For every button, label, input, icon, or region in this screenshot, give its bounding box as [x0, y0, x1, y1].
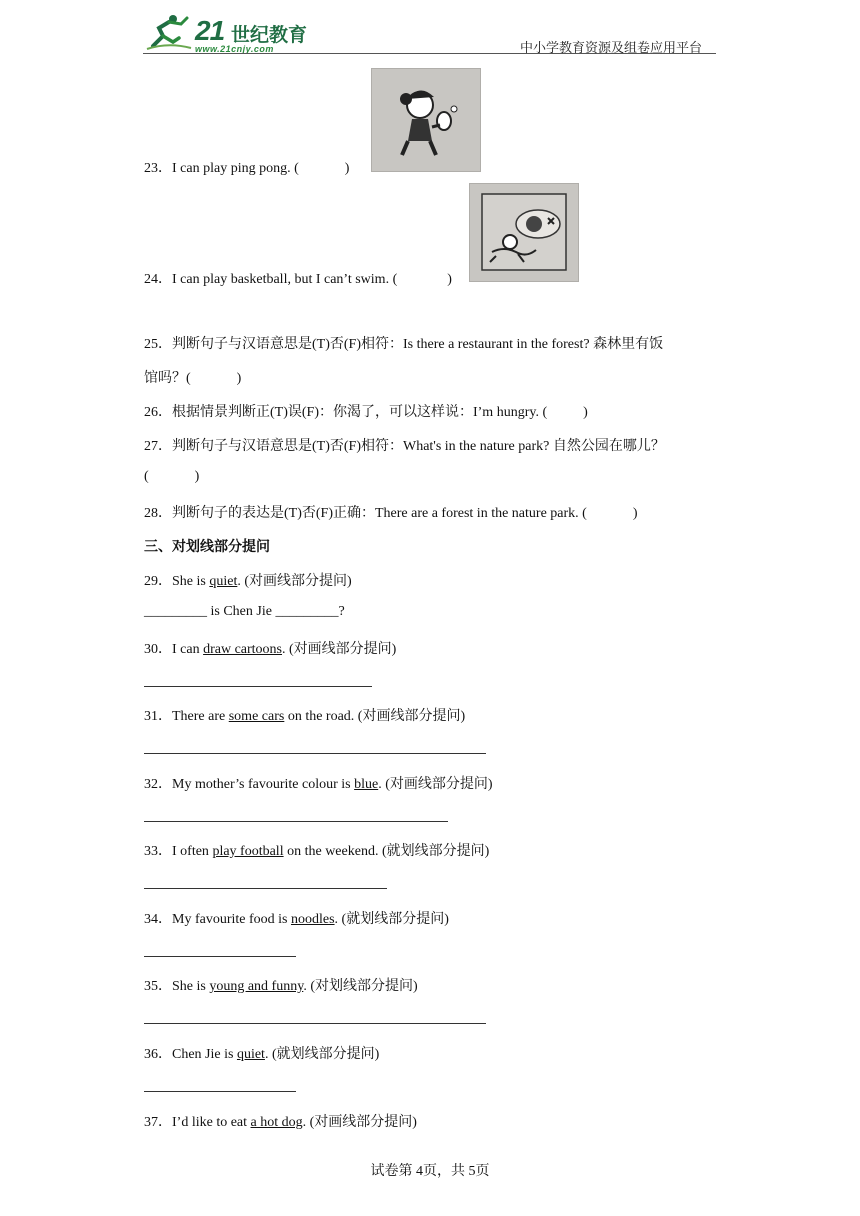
question-33: 33．I often play football on the weekend. (就划线部分提问) [144, 844, 490, 859]
logo-url: www.21cnjy.com [195, 44, 274, 54]
underlined-phrase: young and funny [209, 979, 304, 994]
question-25: 25．判断句子与汉语意思是(T)否(F)相符：Is there a restaurant in the forest? 森林里有饭 [144, 337, 664, 352]
question-25-cont: 馆吗？( ) [144, 371, 242, 386]
question-31: 31．There are some cars on the road. (对画线部分提问) [144, 709, 466, 724]
underlined-phrase: play football [212, 844, 284, 859]
answer-line[interactable] [144, 753, 486, 754]
question-34: 34．My favourite food is noodles. (就划线部分提问) [144, 912, 449, 927]
section-3-title: 三、对划线部分提问 [144, 540, 270, 555]
ping-pong-illustration [372, 69, 480, 171]
answer-blank[interactable]: _________ [144, 604, 207, 619]
answer-line[interactable] [144, 888, 387, 889]
header-divider [143, 53, 716, 54]
basketball-swim-picture [469, 183, 579, 282]
question-27: 27．判断句子与汉语意思是(T)否(F)相符：What's in the nature park? 自然公园在哪儿？ [144, 439, 665, 454]
logo [143, 12, 313, 54]
underlined-phrase: noodles [290, 912, 335, 927]
logo-number: 21 [195, 15, 225, 46]
question-37: 37．I’d like to eat a hot dog. (对画线部分提问) [144, 1115, 417, 1130]
question-23: 23．I can play ping pong. ( ) [144, 161, 350, 176]
answer-line[interactable] [144, 1091, 296, 1092]
underlined-phrase: blue [354, 777, 379, 792]
answer-line[interactable] [144, 1023, 486, 1024]
question-30: 30．I can draw cartoons. (对画线部分提问) [144, 642, 397, 657]
underlined-phrase: draw cartoons [203, 642, 283, 657]
answer-line[interactable] [144, 821, 448, 822]
question-36: 36．Chen Jie is quiet. (就划线部分提问) [144, 1047, 380, 1062]
question-35: 35．She is young and funny. (对划线部分提问) [144, 979, 418, 994]
question-32: 32．My mother’s favourite colour is blue. (对画线部分提问) [144, 777, 493, 792]
underlined-phrase: a hot dog [250, 1115, 303, 1130]
question-29: 29．She is quiet. (对画线部分提问) [144, 574, 352, 589]
page-footer: 试卷第 4页，共 5页 [370, 1164, 490, 1179]
platform-name: 中小学教育资源及组卷应用平台 [519, 41, 702, 56]
page-header [143, 12, 716, 56]
ping-pong-picture [371, 68, 481, 172]
question-29-fill: _________ is Chen Jie _________? [144, 604, 345, 619]
answer-blank[interactable]: _________ [275, 604, 339, 619]
question-26: 26．根据情景判断正(T)误(F)：你渴了，可以这样说：I’m hungry. ( ) [144, 405, 588, 420]
logo-text: 世纪教育 [231, 24, 308, 46]
question-24: 24．I can play basketball, but I can’t swim. ( ) [144, 272, 452, 287]
question-28: 28．判断句子的表达是(T)否(F)正确：There are a forest in the nature park. ( ) [144, 506, 638, 521]
underlined-phrase: quiet [236, 1047, 265, 1062]
underlined-phrase: some cars [228, 709, 285, 724]
answer-line[interactable] [144, 686, 372, 687]
underlined-phrase: quiet [209, 574, 238, 589]
runner-logo-icon [143, 12, 193, 52]
answer-line[interactable] [144, 956, 296, 957]
question-27-cont: ( ) [144, 469, 200, 484]
basketball-swim-illustration [470, 184, 578, 281]
